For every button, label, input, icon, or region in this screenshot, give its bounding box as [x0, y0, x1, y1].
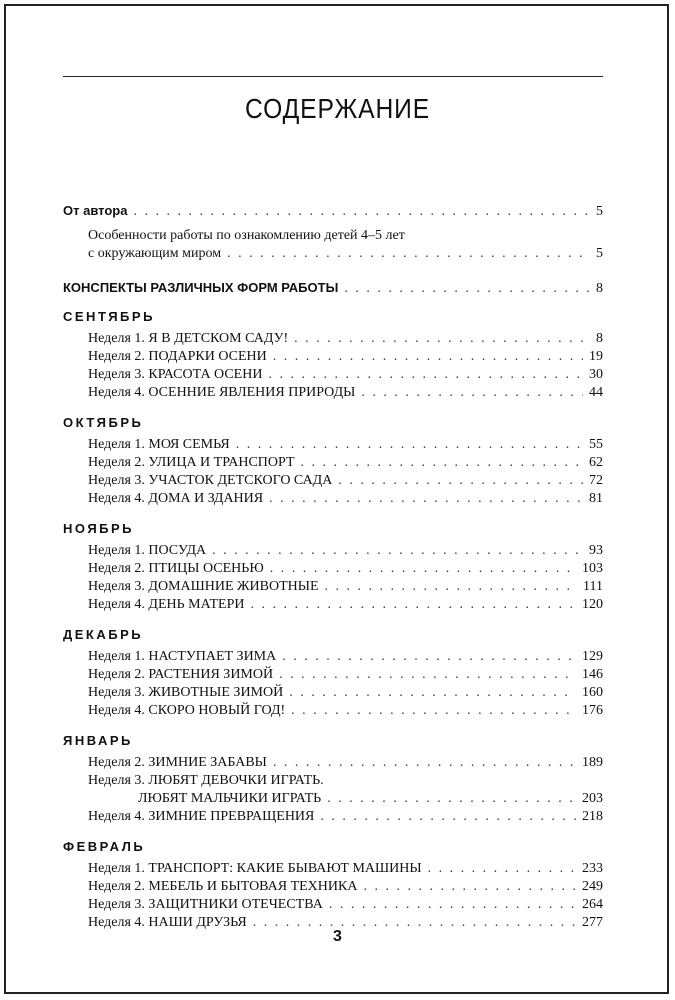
- dot-leader: [273, 348, 583, 366]
- toc-entry-week[interactable]: [63, 754, 603, 772]
- toc-entry-label: ЛЮБЯТ МАЛЬЧИКИ ИГРАТЬ: [138, 791, 322, 806]
- toc-entry-features[interactable]: [63, 245, 603, 263]
- dot-leader: [301, 454, 583, 472]
- toc-entry-page: 120: [582, 597, 603, 612]
- toc-entry-page: 81: [589, 491, 603, 506]
- toc-entry-label: Неделя 2. ЗИМНИЕ ЗАБАВЫ: [88, 755, 267, 770]
- toc-entry-page: 277: [582, 915, 603, 930]
- toc-entry-page: 203: [582, 791, 603, 806]
- toc-entry-week[interactable]: [63, 860, 603, 878]
- toc-entry-label-line1: Неделя 3. ЛЮБЯТ ДЕВОЧКИ ИГРАТЬ.: [88, 773, 324, 788]
- dot-leader: [338, 472, 583, 490]
- toc-entry-label: Неделя 3. ЖИВОТНЫЕ ЗИМОЙ: [88, 685, 284, 700]
- toc-entry-page: 72: [589, 473, 603, 488]
- dot-leader: [361, 384, 583, 402]
- toc-entry-label: Неделя 1. Я В ДЕТСКОМ САДУ!: [88, 331, 289, 346]
- toc-entry-week[interactable]: [63, 330, 603, 348]
- dot-leader: [269, 490, 583, 508]
- dot-leader: [344, 280, 590, 298]
- month-sections: [63, 308, 603, 932]
- toc-entry-page: 30: [589, 367, 603, 382]
- dot-leader: [236, 436, 583, 454]
- dot-leader: [227, 245, 590, 263]
- toc-entry-week[interactable]: [63, 648, 603, 666]
- toc-entry-label: Неделя 4. СКОРО НОВЫЙ ГОД!: [88, 703, 286, 718]
- toc-entry-week[interactable]: [63, 878, 603, 896]
- dot-leader: [279, 666, 576, 684]
- toc-entry-label: Неделя 4. ДОМА И ЗДАНИЯ: [88, 491, 264, 506]
- toc-entry-page: 264: [582, 897, 603, 912]
- toc-entry-label: Неделя 2. ПТИЦЫ ОСЕНЬЮ: [88, 561, 264, 576]
- table-of-contents: [63, 202, 603, 932]
- dot-leader: [329, 896, 576, 914]
- toc-entry-week[interactable]: [63, 490, 603, 508]
- toc-entry-label: Неделя 4. ОСЕННИЕ ЯВЛЕНИЯ ПРИРОДЫ: [88, 385, 356, 400]
- month-heading: ОКТЯБРЬ: [63, 415, 144, 430]
- dot-leader: [270, 560, 576, 578]
- toc-entry-label: Неделя 4. НАШИ ДРУЗЬЯ: [88, 915, 247, 930]
- dot-leader: [291, 702, 576, 720]
- dot-leader: [363, 878, 576, 896]
- toc-entry-label: Неделя 2. УЛИЦА И ТРАНСПОРТ: [88, 455, 295, 470]
- dot-leader: [320, 808, 576, 826]
- dot-leader: [268, 366, 583, 384]
- toc-entry-author[interactable]: [63, 202, 603, 221]
- toc-entry-page: 93: [589, 543, 603, 558]
- toc-entry-week[interactable]: [63, 808, 603, 826]
- dot-leader: [212, 542, 583, 560]
- month-heading: ЯНВАРЬ: [63, 733, 133, 748]
- toc-entry-label: Неделя 1. ТРАНСПОРТ: КАКИЕ БЫВАЮТ МАШИНЫ: [88, 861, 422, 876]
- month-heading: ФЕВРАЛЬ: [63, 839, 146, 854]
- toc-entry-label: КОНСПЕКТЫ РАЗЛИЧНЫХ ФОРМ РАБОТЫ: [63, 280, 339, 295]
- toc-entry-label: Неделя 1. МОЯ СЕМЬЯ: [88, 437, 230, 452]
- dot-leader: [273, 754, 576, 772]
- toc-entry-label: Неделя 2. ПОДАРКИ ОСЕНИ: [88, 349, 267, 364]
- toc-entry-page: 19: [589, 349, 603, 364]
- toc-entry-page: 8: [596, 331, 603, 346]
- toc-entry-page: 111: [583, 579, 603, 594]
- dot-leader: [289, 684, 576, 702]
- toc-entry-label: Неделя 4. ДЕНЬ МАТЕРИ: [88, 597, 245, 612]
- toc-entry-page: 249: [582, 879, 603, 894]
- toc-entry-page: 233: [582, 861, 603, 876]
- toc-entry-label: Неделя 2. МЕБЕЛЬ И БЫТОВАЯ ТЕХНИКА: [88, 879, 358, 894]
- toc-entry-page: 176: [582, 703, 603, 718]
- toc-entry-page: 5: [596, 246, 603, 261]
- page-number: 3: [333, 928, 342, 945]
- dot-leader: [428, 860, 576, 878]
- toc-entry-page: 8: [596, 281, 603, 296]
- toc-entry-week[interactable]: [63, 790, 603, 808]
- toc-entry-label: Неделя 3. УЧАСТОК ДЕТСКОГО САДА: [88, 473, 333, 488]
- page-title: СОДЕРЖАНИЕ: [244, 93, 431, 124]
- toc-entry-page: 189: [582, 755, 603, 770]
- toc-entry-week[interactable]: [63, 702, 603, 720]
- dot-leader: [133, 203, 590, 221]
- toc-entry-week[interactable]: [63, 454, 603, 472]
- toc-entry-week[interactable]: [63, 596, 603, 614]
- toc-entry-page: 55: [589, 437, 603, 452]
- month-heading: ДЕКАБРЬ: [63, 627, 144, 642]
- toc-entry-page: 129: [582, 649, 603, 664]
- toc-entry-week[interactable]: [63, 578, 603, 596]
- dot-leader: [325, 578, 577, 596]
- dot-leader: [282, 648, 576, 666]
- toc-entry-summaries[interactable]: [63, 279, 603, 298]
- toc-entry-week[interactable]: [63, 384, 603, 402]
- toc-entry-page: 44: [589, 385, 603, 400]
- toc-entry-week[interactable]: [63, 366, 603, 384]
- toc-entry-page: 103: [582, 561, 603, 576]
- toc-entry-page: 146: [582, 667, 603, 682]
- month-heading: НОЯБРЬ: [63, 521, 135, 536]
- toc-entry-label: с окружающим миром: [88, 246, 222, 261]
- dot-leader: [327, 790, 576, 808]
- toc-entry-label: Неделя 4. ЗИМНИЕ ПРЕВРАЩЕНИЯ: [88, 809, 315, 824]
- toc-entry-page: 218: [582, 809, 603, 824]
- dot-leader: [250, 596, 576, 614]
- toc-entry-label: Неделя 3. КРАСОТА ОСЕНИ: [88, 367, 263, 382]
- toc-entry-week[interactable]: [63, 348, 603, 366]
- toc-entry-week[interactable]: [63, 560, 603, 578]
- toc-entry-week[interactable]: [63, 472, 603, 490]
- toc-entry-week[interactable]: [63, 436, 603, 454]
- toc-entry-label: Неделя 3. ДОМАШНИЕ ЖИВОТНЫЕ: [88, 579, 319, 594]
- toc-entry-page: 62: [589, 455, 603, 470]
- toc-entry-week[interactable]: [63, 684, 603, 702]
- month-heading: СЕНТЯБРЬ: [63, 309, 155, 324]
- toc-entry-page: 5: [596, 204, 603, 219]
- toc-entry-week[interactable]: [63, 896, 603, 914]
- toc-entry-page: 160: [582, 685, 603, 700]
- toc-entry-week[interactable]: [63, 666, 603, 684]
- toc-entry-label: От автора: [63, 203, 128, 218]
- top-rule: [63, 76, 603, 77]
- toc-entry-label: Неделя 3. ЗАЩИТНИКИ ОТЕЧЕСТВА: [88, 897, 323, 912]
- toc-entry-week[interactable]: [63, 542, 603, 560]
- dot-leader: [294, 330, 590, 348]
- toc-entry-label: Неделя 1. ПОСУДА: [88, 543, 207, 558]
- toc-entry-features-line1: Особенности работы по ознакомлению детей 4–5 лет: [88, 228, 405, 243]
- toc-entry-label: Неделя 2. РАСТЕНИЯ ЗИМОЙ: [88, 667, 274, 682]
- toc-entry-label: Неделя 1. НАСТУПАЕТ ЗИМА: [88, 649, 277, 664]
